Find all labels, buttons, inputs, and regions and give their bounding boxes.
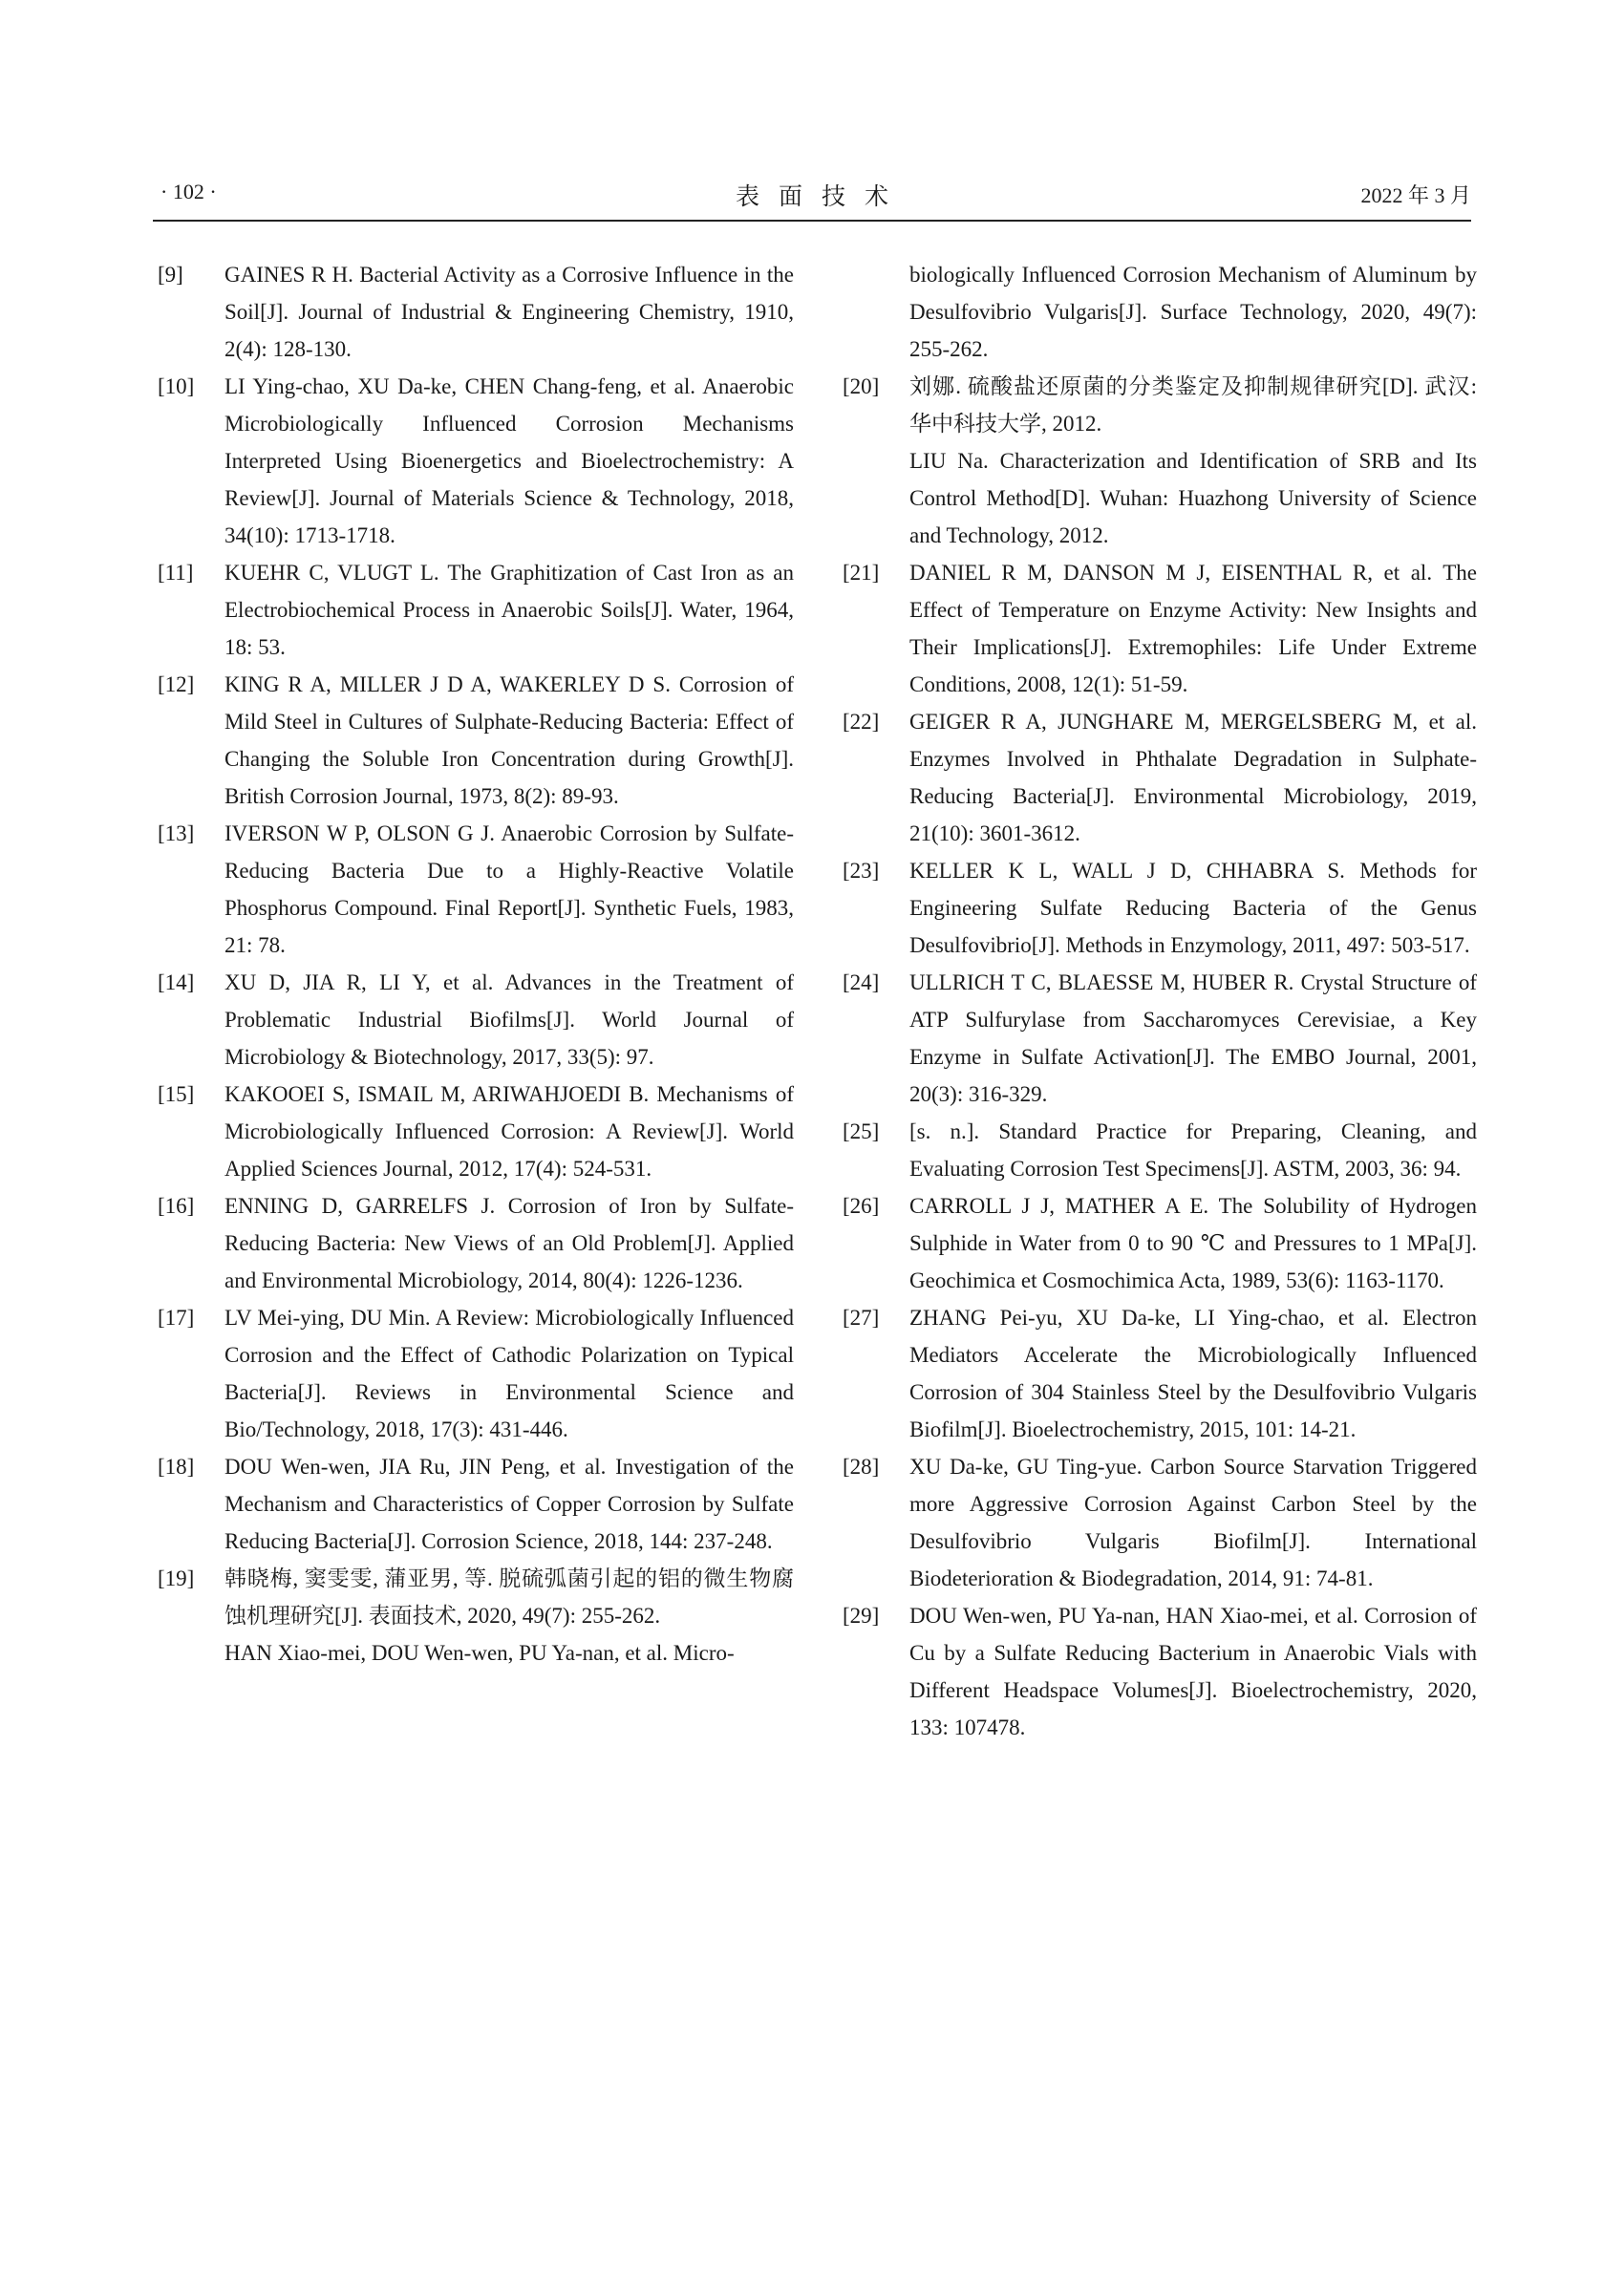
reference-line: DOU Wen-wen, PU Ya-nan, HAN Xiao-mei, et al. Corrosion of Cu by a Sulfate Reducing Bacterium in Anaerobic Vials with Different Headspace Volumes[J]. Bioelectrochemistry, 2020, 133: 107478.: [909, 1604, 1477, 1739]
reference-number: [11]: [158, 561, 194, 585]
reference-text: [224, 1448, 794, 1560]
reference-number: [18]: [158, 1455, 195, 1479]
reference-number: [24]: [843, 970, 880, 994]
reference-number: [13]: [158, 821, 195, 845]
reference-text: [224, 964, 794, 1076]
reference-line: IVERSON W P, OLSON G J. Anaerobic Corrosion by Sulfate-Reducing Bacteria Due to a Highly-Reactive Volatile Phosphorus Compound. Final Report[J]. Synthetic Fuels, 1983, 21: 78.: [224, 821, 794, 957]
reference-line: DANIEL R M, DANSON M J, EISENTHAL R, et al. The Effect of Temperature on Enzyme Activity: New Insights and Their Implications[J]. Extremophiles: Life Under Extreme Conditions, 2008, 12(1): 51-59.: [909, 561, 1477, 696]
reference-text: [224, 1299, 794, 1448]
reference-line: KAKOOEI S, ISMAIL M, ARIWAHJOEDI B. Mechanisms of Microbiologically Influenced Corrosion: A Review[J]. World Applied Sciences Journal, 2012, 17(4): 524-531.: [224, 1082, 794, 1181]
reference-line: KING R A, MILLER J D A, WAKERLEY D S. Corrosion of Mild Steel in Cultures of Sulphate-Reducing Bacteria: Effect of Changing the Soluble Iron Concentration during Growth[J]. British Corrosion Journal, 1973, 8(2): 89-93.: [224, 672, 794, 808]
reference-line: 刘娜. 硫酸盐还原菌的分类鉴定及抑制规律研究[D]. 武汉: 华中科技大学, 2012.: [909, 374, 1477, 436]
reference-number: [9]: [158, 263, 183, 287]
reference-text: [224, 815, 794, 964]
reference-number: [25]: [843, 1119, 880, 1143]
reference-line: LIU Na. Characterization and Identification of SRB and Its Control Method[D]. Wuhan: Huazhong University of Science and Technology, 2012.: [909, 449, 1477, 547]
issue-date: 2022 年 3 月: [1360, 183, 1471, 207]
reference-number: [26]: [843, 1194, 880, 1218]
reference-text: [909, 964, 1477, 1113]
reference-text: [224, 368, 794, 554]
reference-text: [909, 554, 1477, 703]
reference-item: [158, 1299, 794, 1448]
reference-line: KELLER K L, WALL J D, CHHABRA S. Methods for Engineering Sulfate Reducing Bacteria of the Genus Desulfovibrio[J]. Methods in Enzymology, 2011, 497: 503-517.: [909, 859, 1477, 957]
reference-line: GEIGER R A, JUNGHARE M, MERGELSBERG M, et al. Enzymes Involved in Phthalate Degradation in Sulphate-Reducing Bacteria[J]. Environmental Microbiology, 2019, 21(10): 3601-3612.: [909, 710, 1477, 845]
reference-text: [224, 666, 794, 815]
reference-line: LV Mei-ying, DU Min. A Review: Microbiologically Influenced Corrosion and the Effect of Cathodic Polarization on Typical Bacteria[J]. Reviews in Environmental Science and Bio/Technology, 2018, 17(3): 431-446.: [224, 1306, 794, 1441]
reference-number: [29]: [843, 1604, 880, 1628]
reference-item: [158, 1187, 794, 1299]
reference-line: ENNING D, GARRELFS J. Corrosion of Iron by Sulfate-Reducing Bacteria: New Views of an Old Problem[J]. Applied and Environmental Microbiology, 2014, 80(4): 1226-1236.: [224, 1194, 794, 1292]
reference-text: [909, 1113, 1477, 1187]
reference-number: [23]: [843, 859, 880, 883]
reference-text: [224, 1560, 794, 1672]
reference-item: [158, 1560, 794, 1672]
reference-item: [843, 852, 1477, 964]
journal-title: 表面技术: [735, 184, 908, 210]
reference-text: [224, 1076, 794, 1187]
reference-item: [843, 368, 1477, 554]
reference-number: [19]: [158, 1566, 195, 1590]
reference-number: [22]: [843, 710, 880, 734]
reference-text: [224, 1187, 794, 1299]
reference-item: [843, 1113, 1477, 1187]
reference-line: 韩晓梅, 窦雯雯, 蒲亚男, 等. 脱硫弧菌引起的铝的微生物腐蚀机理研究[J]. 表面技术, 2020, 49(7): 255-262.: [224, 1566, 794, 1628]
reference-item: [158, 815, 794, 964]
reference-item: [843, 964, 1477, 1113]
reference-item: [843, 1448, 1477, 1597]
reference-item: [158, 368, 794, 554]
reference-number: [28]: [843, 1455, 880, 1479]
reference-text: [909, 703, 1477, 852]
reference-text: [909, 368, 1477, 554]
reference-number: [17]: [158, 1306, 195, 1330]
reference-line: DOU Wen-wen, JIA Ru, JIN Peng, et al. Investigation of the Mechanism and Characteristics of Copper Corrosion by Sulfate Reducing Bacteria[J]. Corrosion Science, 2018, 144: 237-248.: [224, 1455, 794, 1553]
page-number: · 102 ·: [160, 180, 217, 203]
reference-text: [909, 852, 1477, 964]
reference-number: [15]: [158, 1082, 195, 1106]
reference-line: [s. n.]. Standard Practice for Preparing, Cleaning, and Evaluating Corrosion Test Specimens[J]. ASTM, 2003, 36: 94.: [909, 1119, 1477, 1181]
reference-line: ZHANG Pei-yu, XU Da-ke, LI Ying-chao, et al. Electron Mediators Accelerate the Microbiologically Influenced Corrosion of 304 Stainless Steel by the Desulfovibrio Vulgaris Biofilm[J]. Bioelectrochemistry, 2015, 101: 14-21.: [909, 1306, 1477, 1441]
reference-continuation: biologically Influenced Corrosion Mechanism of Aluminum by Desulfovibrio Vulgaris[J]. Surface Technology, 2020, 49(7): 255-262.: [909, 263, 1477, 361]
references-left-column: [158, 256, 794, 1672]
reference-number: [12]: [158, 672, 195, 696]
reference-item: [158, 554, 794, 666]
references-right-column: [843, 256, 1477, 1746]
reference-number: [10]: [158, 374, 195, 398]
reference-item: [158, 256, 794, 368]
reference-number: [14]: [158, 970, 195, 994]
reference-text: [909, 1597, 1477, 1746]
reference-item: [843, 1299, 1477, 1448]
reference-number: [21]: [843, 561, 880, 585]
reference-line: KUEHR C, VLUGT L. The Graphitization of Cast Iron as an Electrobiochemical Process in Anaerobic Soils[J]. Water, 1964, 18: 53.: [224, 561, 794, 659]
reference-text: [909, 1187, 1477, 1299]
reference-item: [843, 554, 1477, 703]
reference-item: [158, 964, 794, 1076]
reference-line: HAN Xiao-mei, DOU Wen-wen, PU Ya-nan, et al. Micro-: [224, 1641, 735, 1665]
reference-line: CARROLL J J, MATHER A E. The Solubility of Hydrogen Sulphide in Water from 0 to 90 ℃ and Pressures to 1 MPa[J]. Geochimica et Cosmochimica Acta, 1989, 53(6): 1163-1170.: [909, 1194, 1477, 1292]
reference-text: [224, 554, 794, 666]
reference-line: LI Ying-chao, XU Da-ke, CHEN Chang-feng, et al. Anaerobic Microbiologically Influenced Corrosion Mechanisms Interpreted Using Bioenergetics and Bioelectrochemistry: A Review[J]. Journal of Materials Science & Technology, 2018, 34(10): 1713-1718.: [224, 374, 794, 547]
reference-item: [158, 1076, 794, 1187]
reference-line: XU D, JIA R, LI Y, et al. Advances in the Treatment of Problematic Industrial Biofilms[J]. World Journal of Microbiology & Biotechnology, 2017, 33(5): 97.: [224, 970, 794, 1069]
reference-line: XU Da-ke, GU Ting-yue. Carbon Source Starvation Triggered more Aggressive Corrosion Against Carbon Steel by the Desulfovibrio Vulgaris Biofilm[J]. International Biodeterioration & Biodegradation, 2014, 91: 74-81.: [909, 1455, 1477, 1590]
reference-number: [27]: [843, 1306, 880, 1330]
reference-line: ULLRICH T C, BLAESSE M, HUBER R. Crystal Structure of ATP Sulfurylase from Saccharomyces Cerevisiae, a Key Enzyme in Sulfate Activation[J]. The EMBO Journal, 2001, 20(3): 316-329.: [909, 970, 1477, 1106]
page-header: [153, 176, 1471, 222]
reference-item: [843, 1597, 1477, 1746]
reference-number: [20]: [843, 374, 880, 398]
reference-number: [16]: [158, 1194, 195, 1218]
reference-text: [224, 256, 794, 368]
reference-text: [909, 1299, 1477, 1448]
reference-line: GAINES R H. Bacterial Activity as a Corrosive Influence in the Soil[J]. Journal of Industrial & Engineering Chemistry, 1910, 2(4): 128-130.: [224, 263, 794, 361]
reference-text: [909, 1448, 1477, 1597]
reference-item: [158, 1448, 794, 1560]
reference-item: [158, 666, 794, 815]
reference-item: [843, 1187, 1477, 1299]
reference-item: [843, 703, 1477, 852]
